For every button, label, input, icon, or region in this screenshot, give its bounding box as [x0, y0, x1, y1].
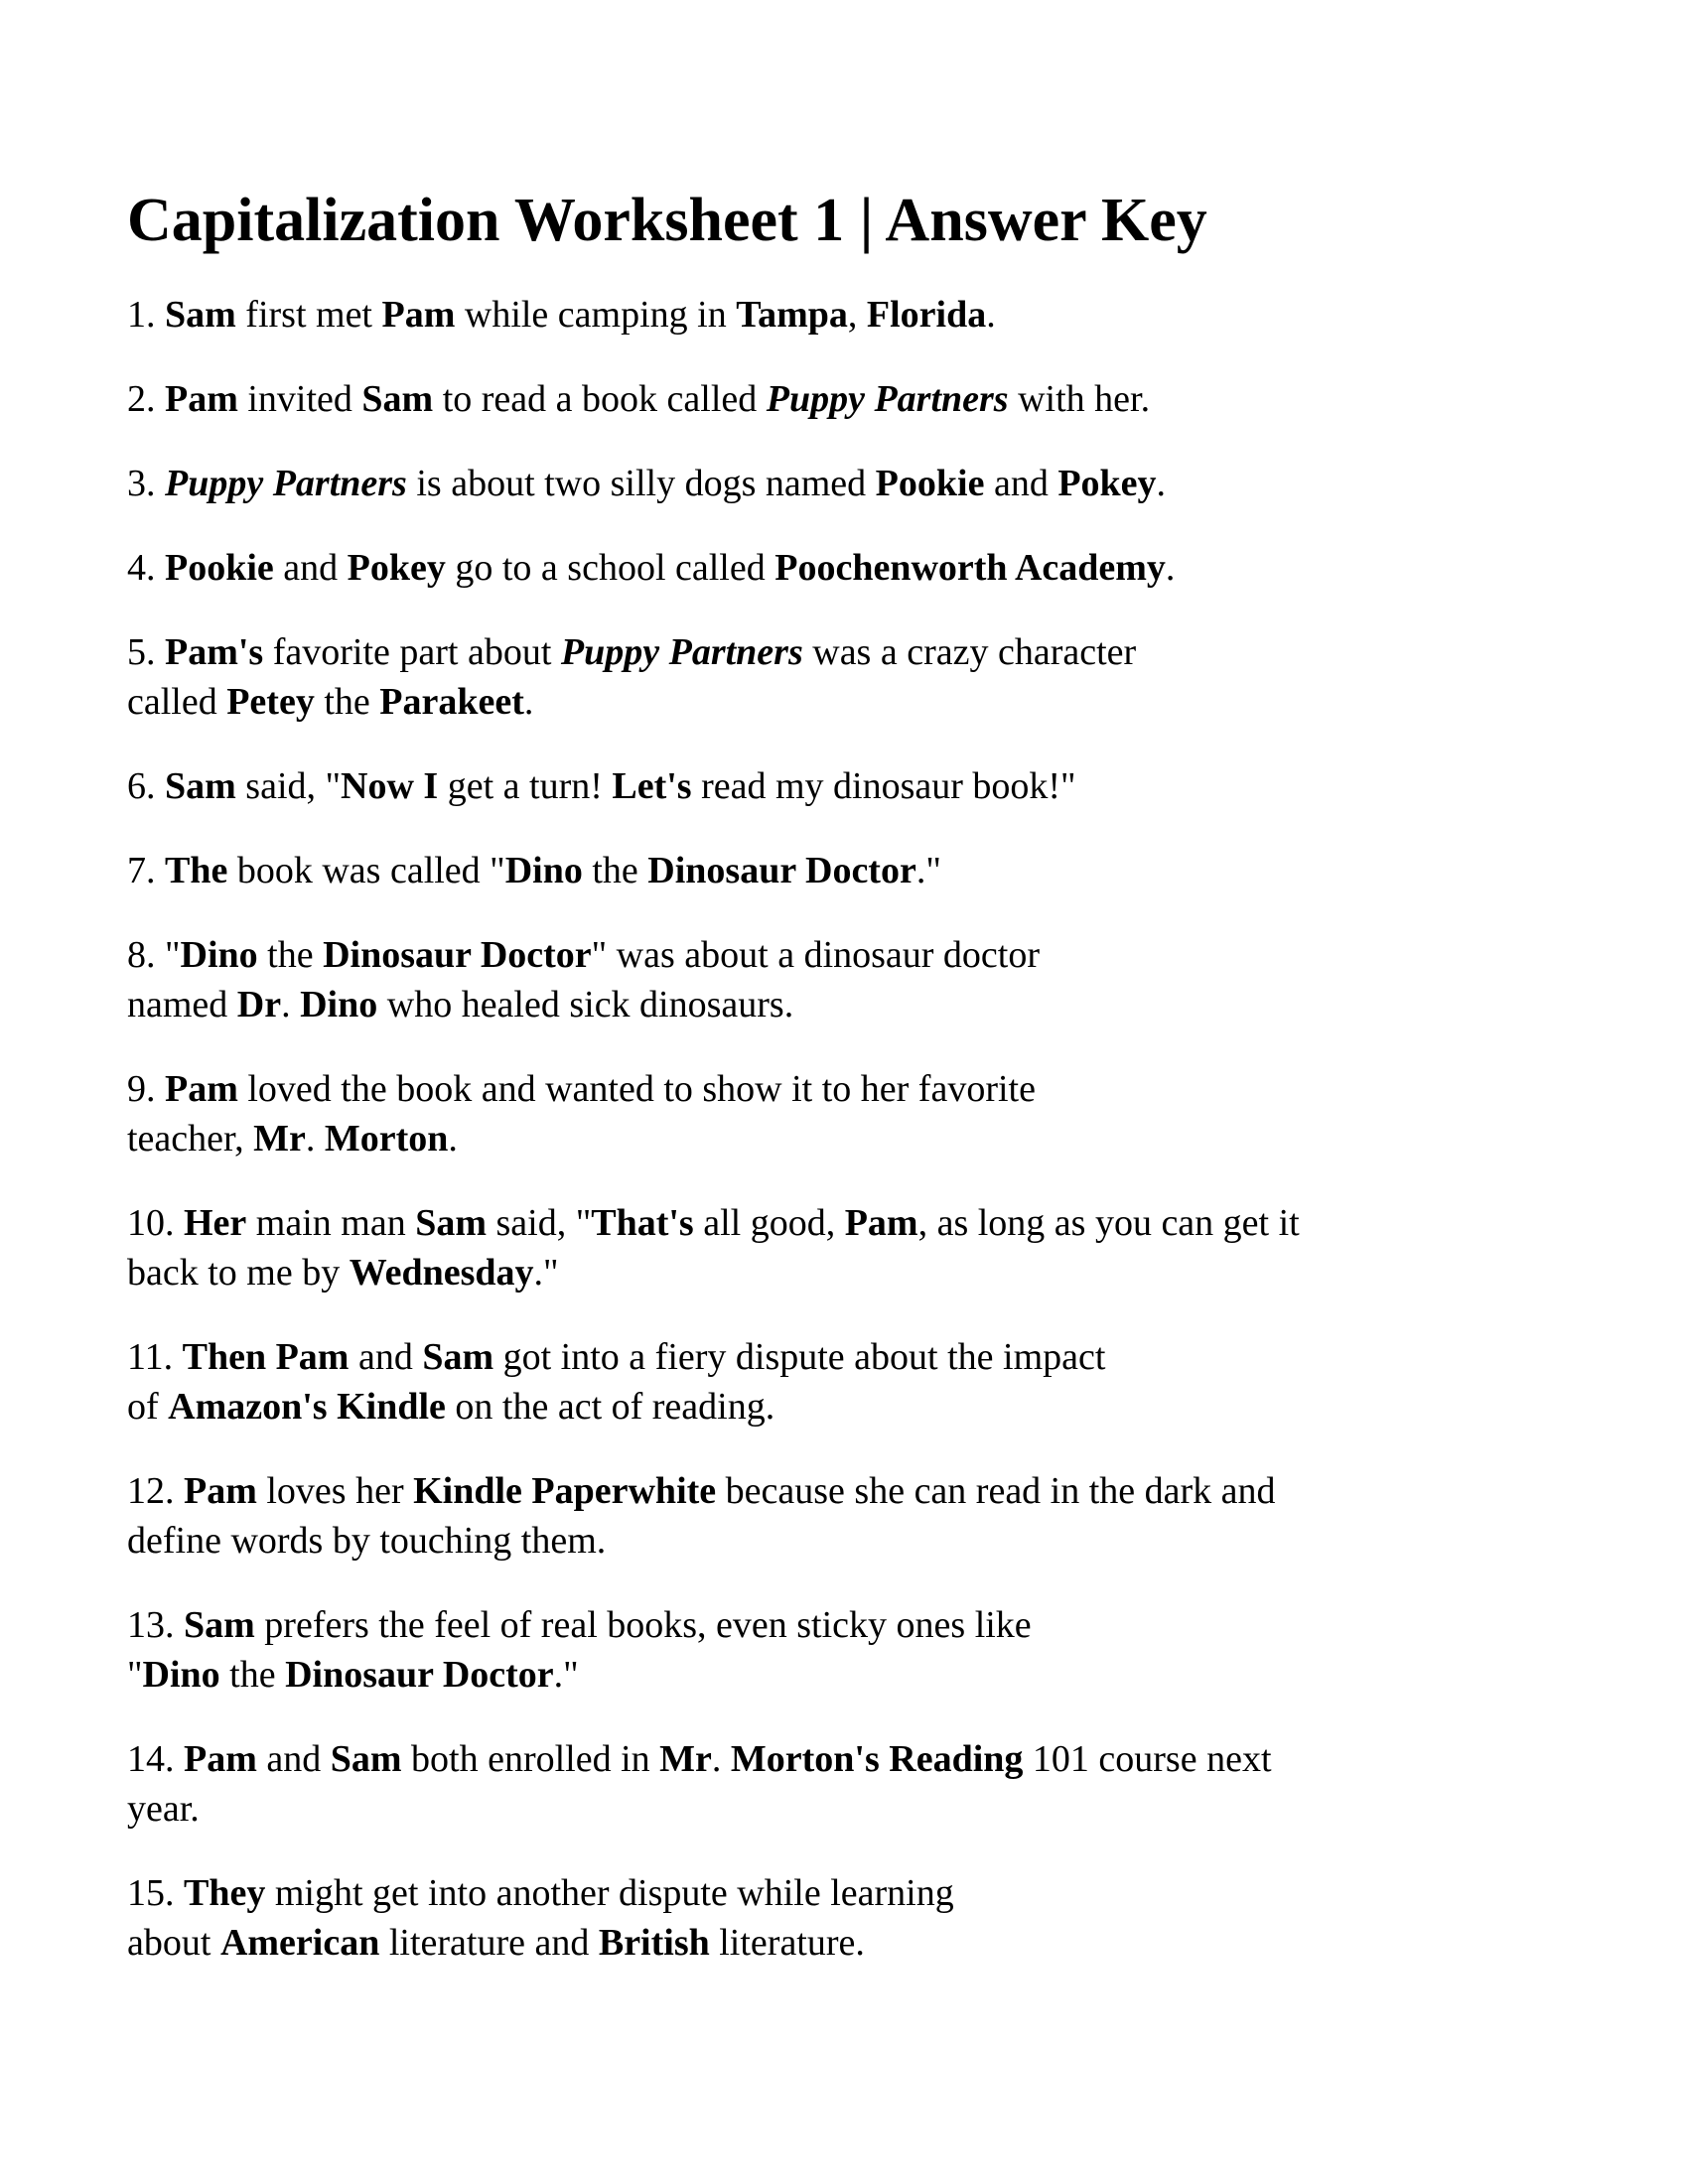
- text-segment: literature.: [709, 1922, 865, 1964]
- text-segment: They: [184, 1872, 266, 1914]
- text-segment: the: [314, 681, 380, 723]
- text-segment: 9.: [127, 1068, 165, 1110]
- text-segment: 7.: [127, 850, 165, 891]
- text-segment: Pookie: [165, 547, 274, 589]
- text-segment: Her: [184, 1202, 247, 1244]
- text-segment: year.: [127, 1788, 200, 1830]
- text-segment: , as long as you can get it: [917, 1202, 1300, 1244]
- text-segment: 2.: [127, 378, 165, 420]
- text-segment: Pokey: [1057, 463, 1157, 504]
- text-segment: .: [281, 984, 301, 1025]
- text-segment: is about two silly dogs named: [406, 463, 876, 504]
- text-segment: Pam: [381, 294, 456, 336]
- text-segment: Tampa: [736, 294, 848, 336]
- text-segment: Puppy Partners: [766, 378, 1009, 420]
- text-segment: favorite part about: [263, 631, 561, 673]
- text-segment: on the act of reading.: [445, 1386, 775, 1428]
- text-segment: 10.: [127, 1202, 184, 1244]
- text-segment: Pam: [184, 1738, 257, 1780]
- text-segment: The: [165, 850, 228, 891]
- text-segment: of: [127, 1386, 169, 1428]
- text-segment: Dr: [236, 984, 282, 1025]
- text-segment: read my dinosaur book!": [691, 765, 1076, 807]
- text-segment: Sam: [415, 1202, 487, 1244]
- sentence-10: [127, 1198, 1648, 1297]
- text-segment: go to a school called: [445, 547, 775, 589]
- text-segment: Mr: [659, 1738, 712, 1780]
- text-segment: was a crazy character: [802, 631, 1137, 673]
- text-segment: Morton's Reading: [730, 1738, 1024, 1780]
- sentence-11: [127, 1332, 1648, 1432]
- text-segment: Sam: [361, 378, 434, 420]
- text-segment: 6.: [127, 765, 165, 807]
- sentence-7: [127, 846, 1648, 895]
- text-segment: all good,: [693, 1202, 845, 1244]
- text-segment: named: [127, 984, 237, 1025]
- text-segment: get a turn!: [438, 765, 613, 807]
- text-segment: British: [598, 1922, 710, 1964]
- text-segment: and: [984, 463, 1058, 504]
- text-segment: said, ": [235, 765, 342, 807]
- text-segment: Sam: [184, 1604, 255, 1646]
- text-segment: .: [711, 1738, 731, 1780]
- text-segment: main man: [246, 1202, 416, 1244]
- text-segment: got into a fiery dispute about the impact: [493, 1336, 1106, 1378]
- text-segment: 4.: [127, 547, 165, 589]
- text-segment: teacher,: [127, 1118, 254, 1160]
- text-segment: 13.: [127, 1604, 184, 1646]
- text-segment: 14.: [127, 1738, 184, 1780]
- text-segment: .: [1156, 463, 1167, 504]
- text-segment: Dino: [180, 934, 258, 976]
- text-segment: Morton: [324, 1118, 449, 1160]
- text-segment: ,: [847, 294, 867, 336]
- text-segment: and: [256, 1738, 331, 1780]
- text-segment: Pookie: [875, 463, 985, 504]
- sentence-12: [127, 1466, 1648, 1566]
- text-segment: Pokey: [347, 547, 446, 589]
- text-segment: Pam: [165, 1068, 238, 1110]
- text-segment: book was called ": [227, 850, 505, 891]
- text-segment: .: [448, 1118, 458, 1160]
- text-segment: Wednesday: [349, 1252, 534, 1294]
- text-segment: .": [915, 850, 941, 891]
- text-segment: Sam: [422, 1336, 494, 1378]
- text-segment: Puppy Partners: [560, 631, 803, 673]
- text-segment: called: [127, 681, 227, 723]
- sentence-9: [127, 1064, 1648, 1163]
- text-segment: .: [523, 681, 534, 723]
- page-title: Capitalization Worksheet 1 | Answer Key: [127, 187, 1207, 254]
- text-segment: .: [305, 1118, 325, 1160]
- text-segment: .": [553, 1654, 579, 1696]
- text-segment: Dinosaur Doctor: [285, 1654, 554, 1696]
- text-segment: loves her: [256, 1470, 414, 1512]
- text-segment: prefers the feel of real books, even sticky ones like: [254, 1604, 1032, 1646]
- text-segment: said, ": [487, 1202, 592, 1244]
- sentence-2: [127, 374, 1648, 424]
- sentence-8: [127, 930, 1648, 1029]
- sentence-13: [127, 1600, 1648, 1700]
- text-segment: Florida: [866, 294, 987, 336]
- sentence-3: [127, 459, 1648, 508]
- text-segment: Amazon's Kindle: [168, 1386, 446, 1428]
- text-segment: 5.: [127, 631, 165, 673]
- text-segment: 12.: [127, 1470, 184, 1512]
- text-segment: with her.: [1008, 378, 1151, 420]
- sentence-14: [127, 1734, 1648, 1834]
- text-segment: Sam: [165, 765, 236, 807]
- text-segment: Petey: [226, 681, 315, 723]
- text-segment: Pam: [844, 1202, 918, 1244]
- text-segment: Dinosaur Doctor: [647, 850, 916, 891]
- sentence-15: [127, 1868, 1648, 1968]
- text-segment: invited: [237, 378, 362, 420]
- text-segment: to read a book called: [433, 378, 767, 420]
- text-segment: and: [273, 547, 348, 589]
- text-segment: 11.: [127, 1336, 183, 1378]
- text-segment: loved the book and wanted to show it to her favorite: [237, 1068, 1036, 1110]
- text-segment: might get into another dispute while learning: [265, 1872, 954, 1914]
- text-segment: Dino: [300, 984, 378, 1025]
- text-segment: 101 course next: [1023, 1738, 1272, 1780]
- text-segment: about: [127, 1922, 220, 1964]
- text-segment: 8. ": [127, 934, 181, 976]
- text-segment: 3.: [127, 463, 165, 504]
- text-segment: Kindle Paperwhite: [413, 1470, 717, 1512]
- text-segment: That's: [591, 1202, 694, 1244]
- text-segment: the: [257, 934, 324, 976]
- text-segment: because she can read in the dark and: [716, 1470, 1276, 1512]
- worksheet-body: [127, 290, 1648, 1968]
- text-segment: Sam: [165, 294, 236, 336]
- text-segment: .: [1165, 547, 1176, 589]
- text-segment: Mr: [253, 1118, 306, 1160]
- text-segment: Dinosaur Doctor: [323, 934, 592, 976]
- text-segment: Pam: [184, 1470, 257, 1512]
- text-segment: Pam's: [165, 631, 264, 673]
- text-segment: Puppy Partners: [165, 463, 407, 504]
- text-segment: back to me by: [127, 1252, 350, 1294]
- text-segment: ": [127, 1654, 143, 1696]
- text-segment: Now I: [341, 765, 439, 807]
- text-segment: and: [349, 1336, 423, 1378]
- text-segment: Sam: [330, 1738, 402, 1780]
- text-segment: Then Pam: [182, 1336, 350, 1378]
- text-segment: literature and: [379, 1922, 599, 1964]
- text-segment: Dino: [504, 850, 583, 891]
- sentence-6: [127, 761, 1648, 811]
- text-segment: Pam: [165, 378, 238, 420]
- sentence-5: [127, 627, 1648, 727]
- text-segment: the: [219, 1654, 286, 1696]
- text-segment: American: [219, 1922, 380, 1964]
- text-segment: first met: [235, 294, 382, 336]
- text-segment: Poochenworth Academy: [774, 547, 1166, 589]
- text-segment: both enrolled in: [401, 1738, 660, 1780]
- text-segment: who healed sick dinosaurs.: [377, 984, 794, 1025]
- text-segment: 15.: [127, 1872, 184, 1914]
- text-segment: the: [582, 850, 648, 891]
- text-segment: " was about a dinosaur doctor: [591, 934, 1041, 976]
- text-segment: 1.: [127, 294, 165, 336]
- text-segment: define words by touching them.: [127, 1520, 607, 1562]
- sentence-4: [127, 543, 1648, 593]
- text-segment: .: [986, 294, 996, 336]
- text-segment: Let's: [612, 765, 692, 807]
- text-segment: Dino: [142, 1654, 220, 1696]
- text-segment: while camping in: [455, 294, 737, 336]
- text-segment: Parakeet: [379, 681, 524, 723]
- sentence-1: [127, 290, 1648, 340]
- text-segment: .": [533, 1252, 559, 1294]
